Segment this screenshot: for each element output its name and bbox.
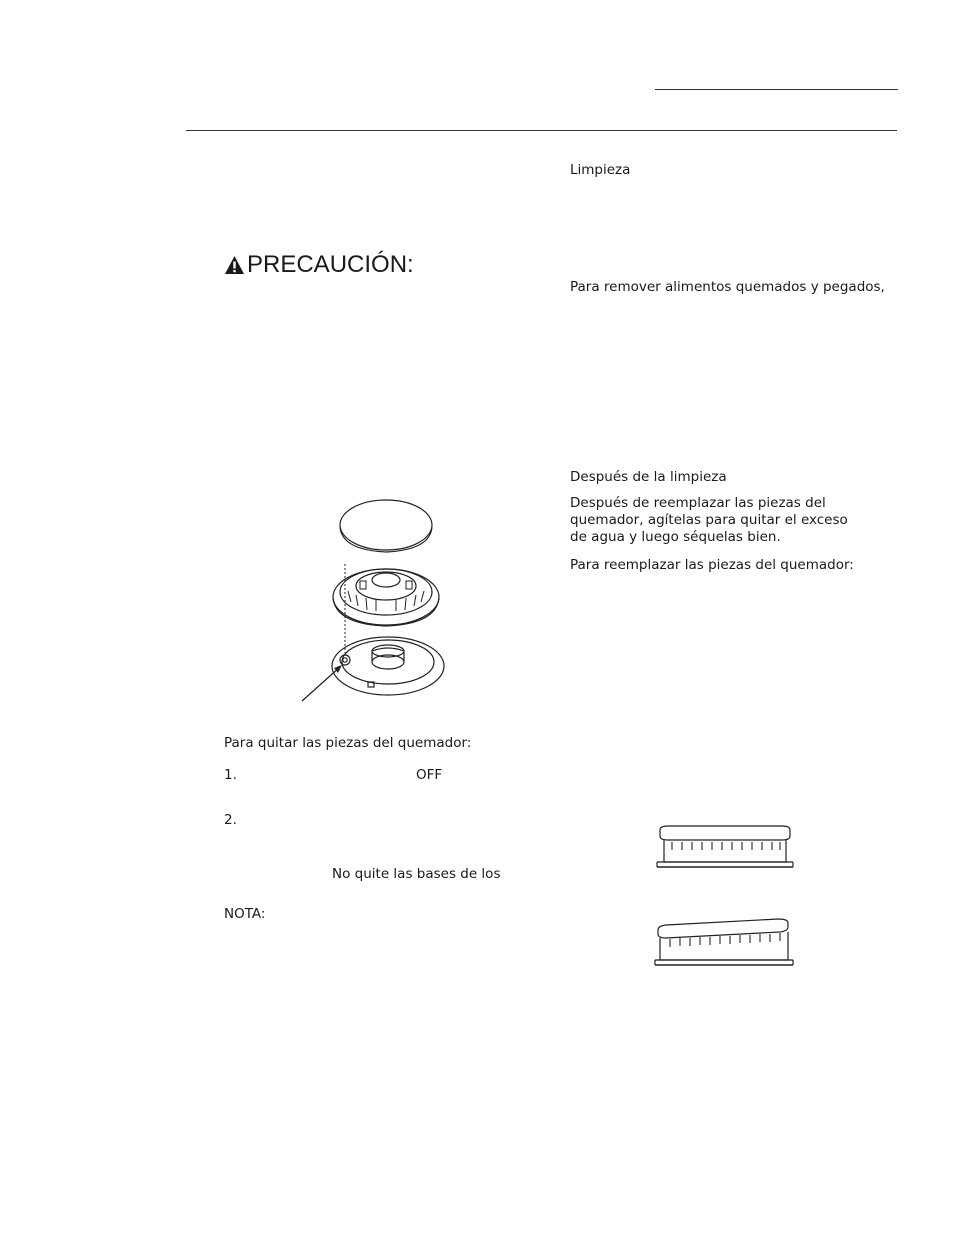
replace-burner-heading: Para reemplazar las piezas del quemador:: [570, 557, 854, 573]
header-rule-long: [186, 130, 897, 131]
after-cleaning-line-1: Después de reemplazar las piezas del: [570, 495, 826, 511]
note-label: NOTA:: [224, 906, 266, 922]
cleaning-heading: Limpieza: [570, 162, 631, 178]
step-2-number: 2.: [224, 812, 237, 828]
after-cleaning-line-3: de agua y luego séquelas bien.: [570, 529, 781, 545]
remove-burner-heading: Para quitar las piezas del quemador:: [224, 735, 472, 751]
step-1-number: 1.: [224, 767, 237, 783]
burner-parts-illustration: [296, 498, 452, 704]
do-not-remove-text: No quite las bases de los: [332, 866, 501, 882]
burner-cap-seated-illustration: [654, 822, 796, 870]
header-rule-short: [655, 89, 898, 90]
after-cleaning-line-2: quemador, agítelas para quitar el exceso: [570, 512, 848, 528]
after-cleaning-heading: Después de la limpieza: [570, 469, 727, 485]
caution-label: PRECAUCIÓN:: [247, 251, 414, 278]
burner-cap-tilted-illustration: [652, 916, 796, 968]
step-1-off-label: OFF: [416, 767, 443, 783]
warning-triangle-icon: [224, 255, 245, 275]
caution-heading: [224, 250, 414, 280]
burnt-food-heading: Para remover alimentos quemados y pegados,: [570, 279, 885, 295]
